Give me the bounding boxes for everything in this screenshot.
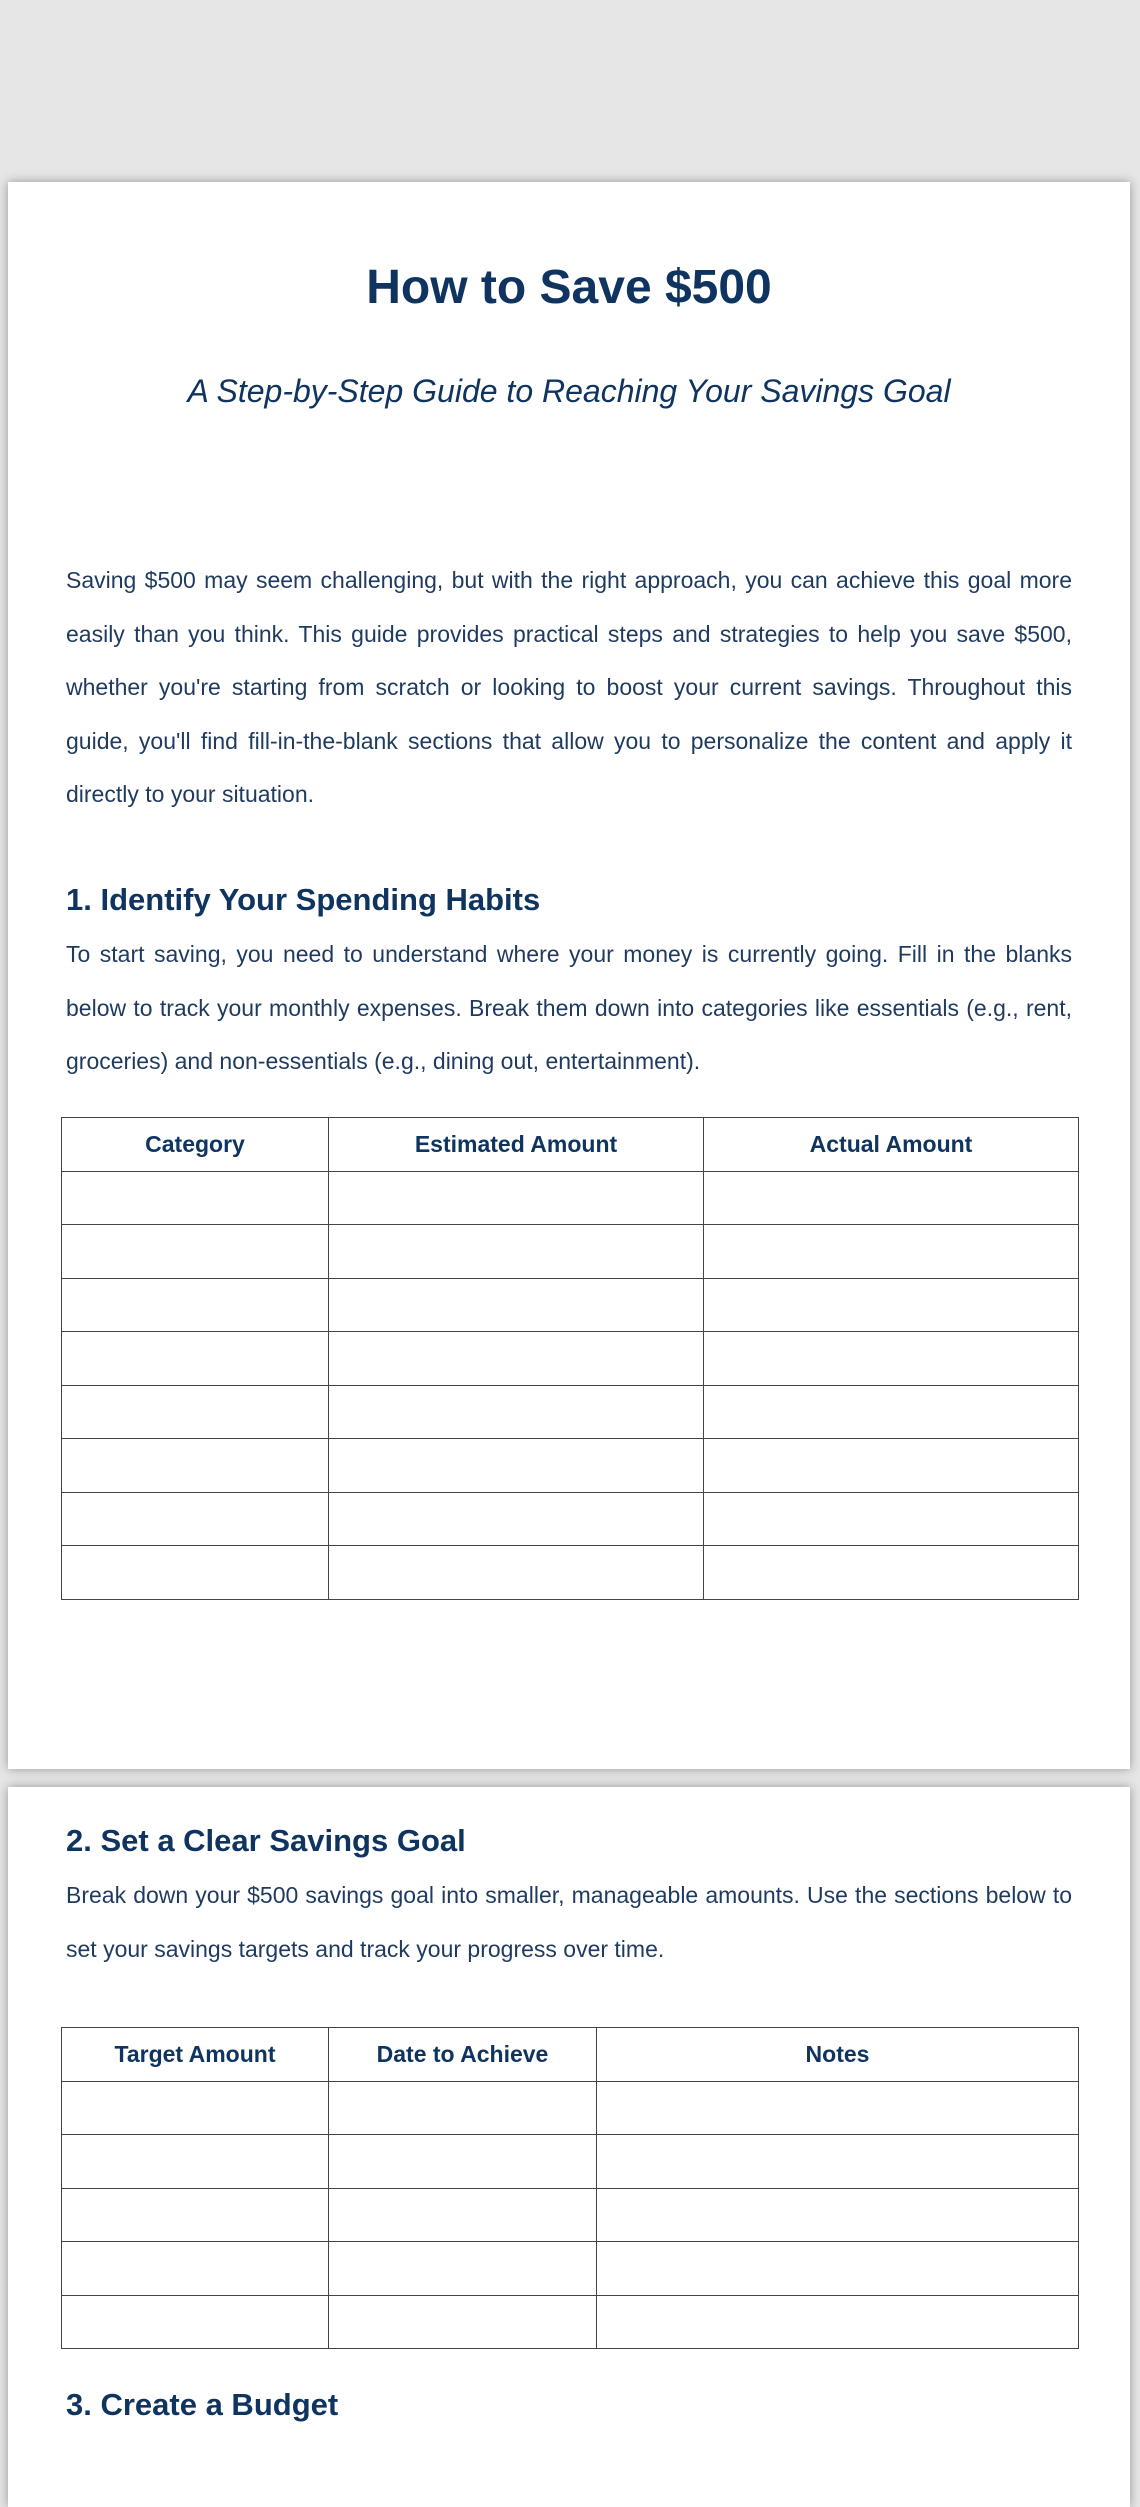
blank-cell[interactable]: [704, 1546, 1079, 1600]
blank-cell[interactable]: [62, 2081, 329, 2135]
blank-cell[interactable]: [62, 1385, 329, 1439]
blank-cell[interactable]: [704, 1171, 1079, 1225]
section-2-heading: 2. Set a Clear Savings Goal: [66, 1823, 466, 1858]
blank-cell[interactable]: [62, 1439, 329, 1493]
blank-cell[interactable]: [329, 2135, 597, 2189]
savings-goal-table-body: [62, 2081, 1079, 2349]
blank-cell[interactable]: [329, 1439, 704, 1493]
blank-cell[interactable]: [704, 1332, 1079, 1386]
table-row: [62, 1492, 1079, 1546]
table-row: [62, 1278, 1079, 1332]
blank-cell[interactable]: [329, 1546, 704, 1600]
section-1-heading: 1. Identify Your Spending Habits: [66, 882, 541, 917]
blank-cell[interactable]: [62, 2135, 329, 2189]
table-header-row: [62, 1118, 1079, 1172]
blank-cell[interactable]: [62, 1492, 329, 1546]
document-page-1: [8, 182, 1130, 1769]
blank-cell[interactable]: [597, 2135, 1079, 2189]
savings-goal-table: [61, 2027, 1079, 2349]
blank-cell[interactable]: [704, 1439, 1079, 1493]
blank-cell[interactable]: [597, 2081, 1079, 2135]
blank-cell[interactable]: [62, 1278, 329, 1332]
table-header-row: [62, 2028, 1079, 2082]
column-header-estimated-amount: Estimated Amount: [329, 1118, 704, 1172]
blank-cell[interactable]: [704, 1492, 1079, 1546]
table-row: [62, 1385, 1079, 1439]
expenses-table: [61, 1117, 1079, 1600]
table-row: [62, 1439, 1079, 1493]
expenses-table-body: [62, 1171, 1079, 1599]
blank-cell[interactable]: [704, 1278, 1079, 1332]
column-header-actual-amount: Actual Amount: [704, 1118, 1079, 1172]
blank-cell[interactable]: [62, 2188, 329, 2242]
table-row: [62, 1171, 1079, 1225]
table-row: [62, 1546, 1079, 1600]
blank-cell[interactable]: [329, 1492, 704, 1546]
blank-cell[interactable]: [329, 1332, 704, 1386]
section-1-paragraph: To start saving, you need to understand where your money is currently going. Fill in the blanks below to track your monthly expenses. Break them down into categories like essentials (e.g., rent, groceries) and non-essentials (e.g., dining out, entertainment).: [66, 941, 1072, 1074]
table-row: [62, 2188, 1079, 2242]
blank-cell[interactable]: [704, 1225, 1079, 1279]
blank-cell[interactable]: [597, 2242, 1079, 2296]
blank-cell[interactable]: [704, 1385, 1079, 1439]
blank-cell[interactable]: [62, 1225, 329, 1279]
table-row: [62, 2081, 1079, 2135]
column-header-target-amount: Target Amount: [62, 2028, 329, 2082]
blank-cell[interactable]: [62, 1546, 329, 1600]
table-row: [62, 1225, 1079, 1279]
blank-cell[interactable]: [597, 2295, 1079, 2349]
blank-cell[interactable]: [329, 1278, 704, 1332]
table-row: [62, 2135, 1079, 2189]
intro-paragraph: Saving $500 may seem challenging, but with the right approach, you can achieve this goal more easily than you think. This guide provides practical steps and strategies to help you save $500, whether you're starting from scratch or looking to boost your current savings. Throughout this guide, you'll find fill-in-the-blank sections that allow you to personalize the content and apply it directly to your situation.: [66, 567, 1072, 807]
blank-cell[interactable]: [62, 1171, 329, 1225]
document-subtitle: A Step-by-Step Guide to Reaching Your Savings Goal: [187, 373, 951, 409]
document-page-2: [8, 1787, 1130, 2507]
blank-cell[interactable]: [329, 1225, 704, 1279]
column-header-notes: Notes: [597, 2028, 1079, 2082]
section-2-paragraph: Break down your $500 savings goal into smaller, manageable amounts. Use the sections below to set your savings targets and track your progress over time.: [66, 1882, 1072, 1962]
table-row: [62, 2242, 1079, 2296]
table-row: [62, 2295, 1079, 2349]
blank-cell[interactable]: [329, 1385, 704, 1439]
blank-cell[interactable]: [329, 1171, 704, 1225]
blank-cell[interactable]: [62, 2242, 329, 2296]
table-row: [62, 1332, 1079, 1386]
document-title: How to Save $500: [366, 261, 772, 314]
blank-cell[interactable]: [62, 2295, 329, 2349]
blank-cell[interactable]: [329, 2081, 597, 2135]
blank-cell[interactable]: [329, 2242, 597, 2296]
blank-cell[interactable]: [329, 2295, 597, 2349]
blank-cell[interactable]: [62, 1332, 329, 1386]
section-3-heading: 3. Create a Budget: [66, 2387, 339, 2422]
blank-cell[interactable]: [597, 2188, 1079, 2242]
column-header-date-to-achieve: Date to Achieve: [329, 2028, 597, 2082]
blank-cell[interactable]: [329, 2188, 597, 2242]
column-header-category: Category: [62, 1118, 329, 1172]
